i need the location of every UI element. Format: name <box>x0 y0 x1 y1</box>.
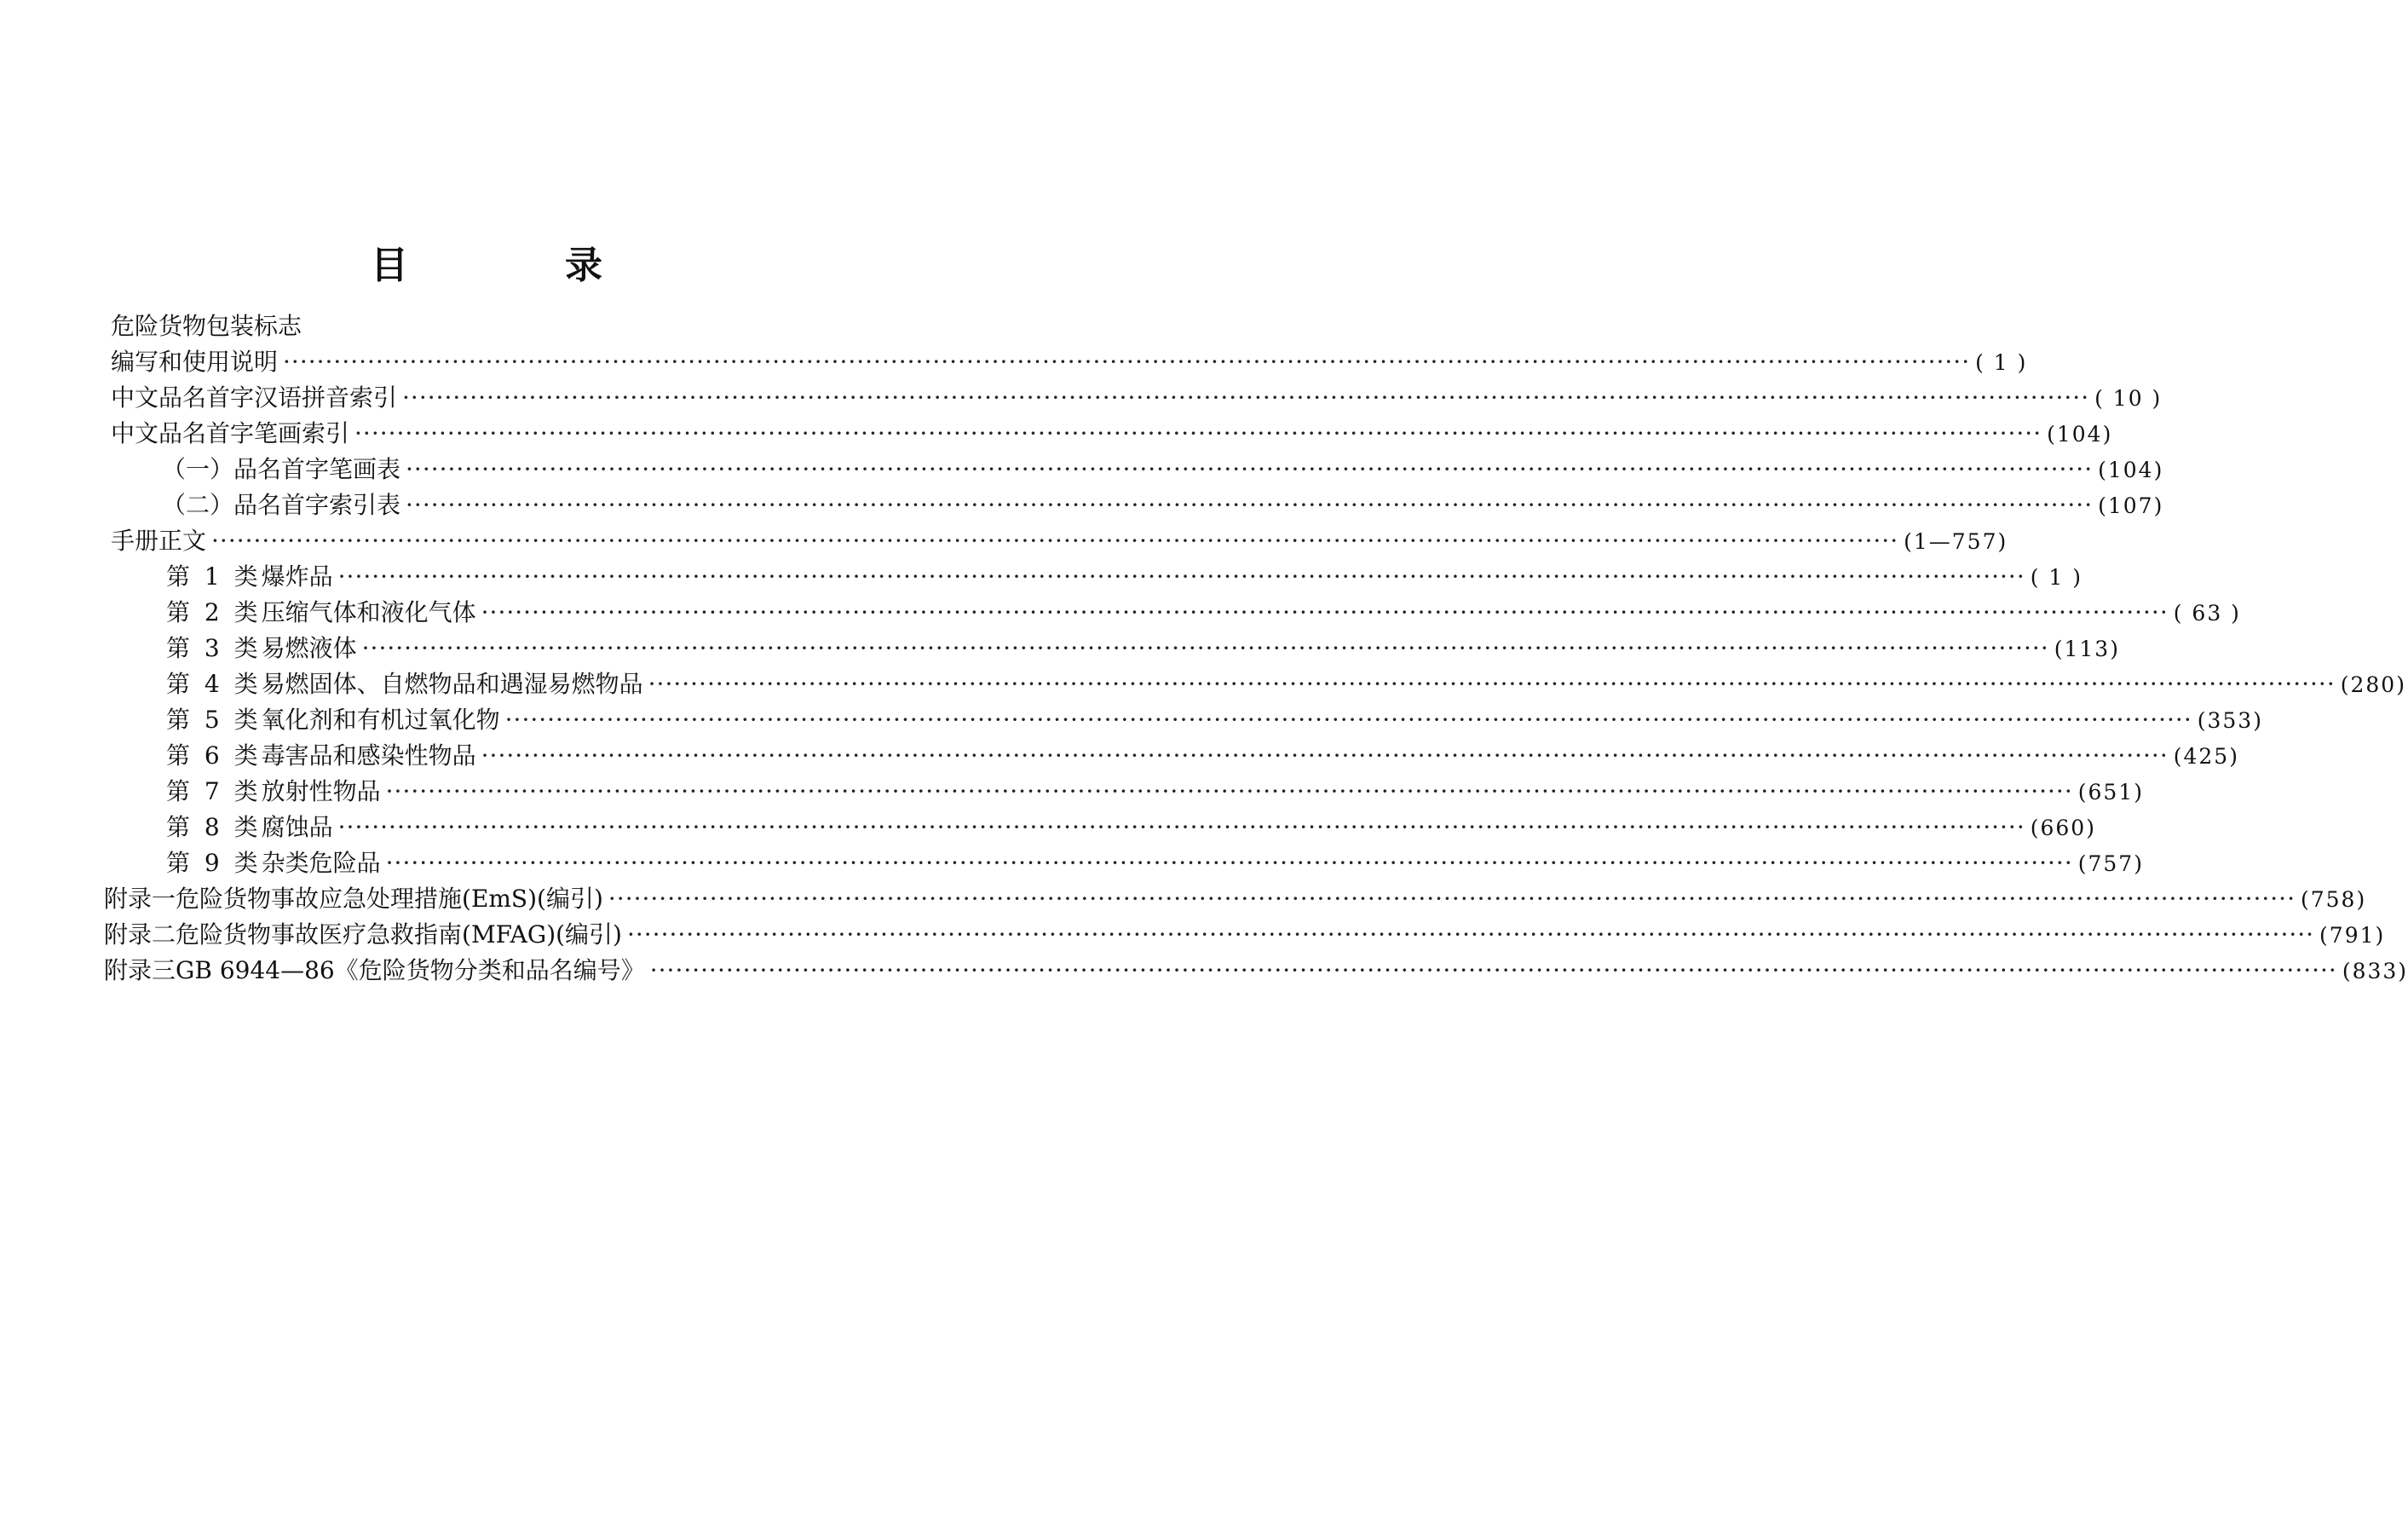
toc-appendix-entry[interactable] <box>104 879 2367 919</box>
toc-entry <box>111 307 895 346</box>
toc-entry-label: 手册正文 <box>111 527 207 555</box>
toc-entry-label: 腐蚀品 <box>261 813 333 841</box>
dot-leader: ········································································································································································································ <box>354 419 2042 447</box>
dot-leader: ········································································································································································································ <box>481 741 2169 770</box>
toc-class-entry[interactable] <box>166 593 2241 632</box>
dot-leader: ········································································································································································································ <box>648 670 2336 698</box>
toc-entry-page: (1—757) <box>1904 529 2008 554</box>
toc-class-number: 第 1 类 <box>166 562 262 591</box>
toc-entry-label: GB 6944—86《危险货物分类和品名编号》 <box>176 956 645 984</box>
toc-entry-page: (425) <box>2173 744 2239 769</box>
toc-class-number: 第 6 类 <box>166 741 262 770</box>
toc-entry-label: 危险货物包装标志 <box>111 312 302 340</box>
toc-subentry[interactable] <box>162 450 2164 489</box>
toc-entry-page: ( 1 ) <box>1975 350 2028 375</box>
dot-leader: ········································································································································································································ <box>626 920 2315 949</box>
toc-class-number: 第 5 类 <box>166 706 262 734</box>
toc-entry[interactable] <box>111 522 2008 561</box>
toc-class-entry[interactable] <box>166 736 2239 776</box>
toc-entry-page: (758) <box>2300 887 2367 912</box>
toc-class-entry[interactable] <box>166 629 2120 668</box>
toc-class-entry[interactable] <box>166 701 2263 740</box>
toc-appendix-entry[interactable] <box>104 915 2386 954</box>
toc-entry-label: 中文品名首字汉语拼音索引 <box>111 384 398 412</box>
toc-entry-label: 易燃液体 <box>261 634 357 662</box>
dot-leader: ········································································································································································································ <box>608 885 2296 913</box>
dot-leader: ········································································································································································································ <box>481 598 2169 626</box>
toc-appendix-number: 附录三 <box>104 956 176 984</box>
toc-entry-page: ( 63 ) <box>2173 601 2241 626</box>
toc-class-number: 第 4 类 <box>166 670 262 698</box>
toc-entry[interactable] <box>111 343 2028 382</box>
toc-class-entry[interactable] <box>166 808 2096 847</box>
toc-entry-page: ( 10 ) <box>2094 386 2163 411</box>
dot-leader: ········································································································································································································ <box>504 706 2192 734</box>
toc-entry-page: (757) <box>2077 851 2144 876</box>
toc-appendix-number: 附录一 <box>104 885 176 913</box>
dot-leader: ········································································································································································································ <box>361 634 2049 662</box>
toc-class-entry[interactable] <box>166 844 2144 883</box>
dot-leader: ········································································································································································································ <box>337 813 2025 841</box>
toc-entry-page: (353) <box>2197 708 2263 733</box>
toc-entry-page: (280) <box>2340 672 2406 697</box>
toc-entry-label: 爆炸品 <box>261 562 333 591</box>
dot-leader: ········································································································································································································ <box>283 348 1971 376</box>
toc-entry-page: (651) <box>2077 780 2144 804</box>
toc-appendix-entry[interactable] <box>104 951 2408 990</box>
toc-entry-label: 压缩气体和液化气体 <box>261 598 476 626</box>
toc-entry-label: 中文品名首字笔画索引 <box>111 419 350 447</box>
toc-entry-page: (107) <box>2098 493 2164 518</box>
toc-entry[interactable] <box>111 414 2113 453</box>
toc-class-entry[interactable] <box>166 557 2083 597</box>
dot-leader: ········································································································································································································ <box>406 491 2094 519</box>
toc-entry-label: 放射性物品 <box>261 777 381 805</box>
toc-entry-label: 毒害品和感染性物品 <box>261 741 476 770</box>
toc-entry[interactable] <box>111 378 2163 418</box>
toc-class-entry[interactable] <box>166 772 2144 811</box>
toc-class-entry[interactable] <box>166 665 2406 704</box>
toc-entry-label: （二）品名首字索引表 <box>162 491 401 519</box>
dot-leader: ········································································································································································································ <box>402 384 2090 412</box>
dot-leader: ········································································································································································································ <box>337 562 2025 591</box>
dot-leader: ········································································································································································································ <box>385 777 2073 805</box>
page-title: 目 录 <box>371 244 662 287</box>
toc-entry-page: (660) <box>2030 816 2096 840</box>
toc-subentry[interactable] <box>162 486 2164 525</box>
toc-appendix-number: 附录二 <box>104 920 176 949</box>
toc-entry-label: 氧化剂和有机过氧化物 <box>261 706 500 734</box>
toc-class-number: 第 7 类 <box>166 777 262 805</box>
toc-entry-label: 危险货物事故应急处理措施(EmS)(编引) <box>176 885 603 913</box>
dot-leader: ········································································································································································································ <box>649 956 2337 984</box>
toc-entry-page: (791) <box>2319 923 2386 948</box>
toc-entry-page: (104) <box>2047 422 2113 447</box>
toc-entry-page: (113) <box>2054 637 2120 661</box>
toc-entry-label: 杂类危险品 <box>261 849 381 877</box>
toc-entry-label: （一）品名首字笔画表 <box>162 455 401 483</box>
toc-class-number: 第 3 类 <box>166 634 262 662</box>
toc-class-number: 第 8 类 <box>166 813 262 841</box>
dot-leader: ········································································································································································································ <box>211 527 1899 555</box>
toc-entry-label: 易燃固体、自燃物品和遇湿易燃物品 <box>261 670 643 698</box>
toc-entry-label: 危险货物事故医疗急救指南(MFAG)(编引) <box>176 920 622 949</box>
toc-entry-page: ( 1 ) <box>2030 565 2083 590</box>
toc-entry-page: (104) <box>2098 458 2164 482</box>
toc-entry-page: (833) <box>2342 959 2408 983</box>
toc-class-number: 第 2 类 <box>166 598 262 626</box>
toc-class-number: 第 9 类 <box>166 849 262 877</box>
dot-leader: ········································································································································································································ <box>406 455 2094 483</box>
toc-entry-label: 编写和使用说明 <box>111 348 279 376</box>
dot-leader: ········································································································································································································ <box>385 849 2073 877</box>
